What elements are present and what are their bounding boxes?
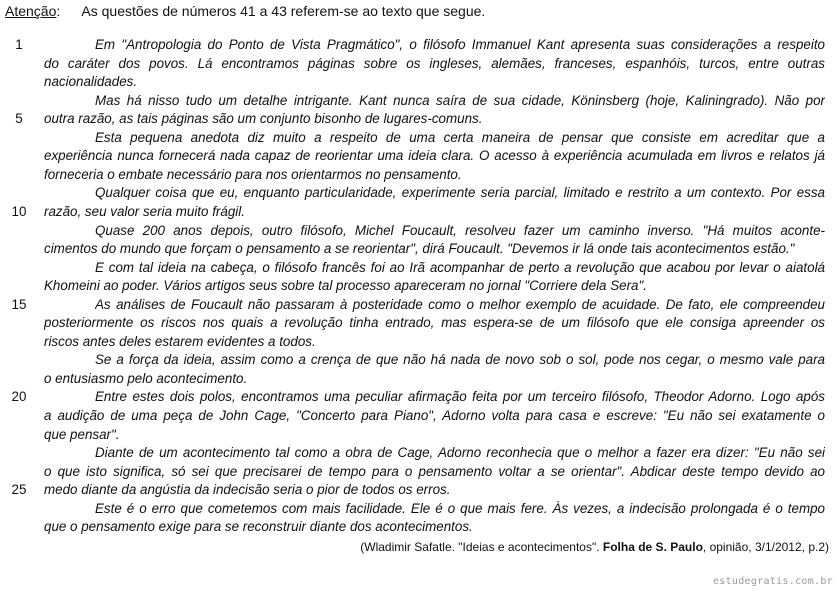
line-text: medo diante da angústia da indecisão seria o pior de todos os erros. (44, 482, 451, 498)
line-text: As análises de Foucault não passaram à posteridade como o melhor exemplo de acuidade. De fato, ele compreendeu (95, 296, 825, 312)
text-line (0, 315, 837, 333)
text-line (0, 167, 837, 185)
line-text: cimentos do mundo que forçam o pensamento a se reorientar", dirá Foucault. "Devemos ir lá onde tais acontecimentos estão." (44, 241, 795, 257)
line-number: 15 (11, 296, 27, 312)
line-text: forneceria o embate necessário para nos orientarmos no pensamento. (44, 166, 462, 182)
text-line (0, 334, 837, 352)
line-text: riscos antes deles estarem evidentes a todos. (44, 333, 316, 349)
text-line (0, 464, 837, 482)
text-line (0, 427, 837, 445)
text-line (0, 148, 837, 166)
line-text: Mas há nisso tudo um detalhe intrigante. Kant nunca saíra de sua cidade, Köninsberg (hoje, Kaliningrado). Não por (95, 92, 825, 108)
line-text: Qualquer coisa que eu, enquanto particularidade, experimente seria parcial, limitado e restrito a um contexto. Por essa (95, 185, 825, 201)
source-publication: Folha de S. Paulo (602, 540, 703, 554)
attention-header: Atenção: As questões de números 41 a 43 referem-se ao texto que segue. (5, 3, 486, 19)
line-text: posteriormente os riscos nos quais a revolução tinha entrado, mas espera-se de um filósofo que ele consiga apreender os (44, 315, 825, 331)
line-text: do caráter dos povos. Lá encontramos páginas sobre os ingleses, alemães, franceses, espanhóis, turcos, entre outras (44, 55, 825, 71)
line-text: Este é o erro que cometemos com mais facilidade. Ele é o que mais fere. Às vezes, a indecisão prolongada é o tempo (95, 500, 825, 516)
line-text: Em "Antropologia do Ponto de Vista Pragmático", o filósofo Immanuel Kant apresenta suas considerações a respeito (95, 37, 825, 52)
line-number: 10 (11, 203, 27, 219)
watermark: estudegratis.com.br (712, 576, 833, 587)
line-text: Entre estes dois polos, encontramos uma peculiar afirmação feita por um terceiro filósofo, Theodor Adorno. Logo após (95, 389, 825, 405)
attention-text: As questões de números 41 a 43 referem-se ao texto que segue. (81, 3, 486, 19)
text-line (0, 56, 837, 74)
line-text: outra razão, as tais páginas são um conjunto bisonho de lugares-comuns. (44, 111, 483, 127)
line-text: Quase 200 anos depois, outro filósofo, Michel Foucault, resolveu fazer um caminho inverso. "Há muitos aconte- (95, 222, 825, 238)
line-text: nacionalidades. (44, 74, 138, 90)
text-line (0, 74, 837, 92)
line-text: Khomeini ao poder. Vários artigos seus sobre tal processo apareceram no jornal "Corriere dela Sera". (44, 278, 647, 294)
line-number: 25 (11, 482, 27, 498)
text-line (0, 130, 837, 148)
text-line (0, 37, 837, 55)
text-line (0, 501, 837, 519)
line-number: 1 (15, 37, 23, 52)
line-text: Esta pequena anedota diz muito a respeito de uma certa maneira de pensar que consiste em acreditar que a (95, 129, 825, 145)
line-text: E com tal ideia na cabeça, o filósofo francês foi ao Irã acompanhar de perto a revolução que acabou por levar o aiatolá (95, 259, 825, 275)
text-line (0, 445, 837, 463)
text-line (0, 408, 837, 426)
text-line (0, 389, 837, 407)
line-text: que o pensamento exige para se reconstruir diante dos acontecimentos. (44, 519, 473, 535)
text-line (0, 241, 837, 259)
source-prefix: (Wladimir Safatle. "Ideias e acontecimentos". (360, 540, 603, 554)
source-suffix: , opinião, 3/1/2012, p.2) (702, 540, 829, 554)
line-number: 5 (15, 111, 23, 127)
text-line (0, 352, 837, 370)
text-line (0, 111, 837, 129)
text-line (0, 93, 837, 111)
line-text: Diante de um acontecimento tal como a obra de Cage, Adorno reconhecia que o melhor a fazer era dizer: "Eu não sei (95, 445, 825, 461)
line-text: que pensar". (44, 426, 120, 442)
line-number: 20 (11, 389, 27, 405)
text-line (0, 482, 837, 500)
text-line (0, 185, 837, 203)
text-line (0, 223, 837, 241)
line-text: Se a força da ideia, assim como a crença de que não há nada de novo sob o sol, pode nos cegar, o mesmo vale para (95, 352, 825, 368)
line-text: a audição de uma peça de John Cage, "Concerto para Piano", Adorno volta para casa e escreve: "Eu não sei exatamente o (44, 408, 825, 423)
text-line (0, 260, 837, 278)
source-citation (360, 540, 829, 554)
line-text: experiência nunca fornecerá nada capaz de reorientar uma ideia clara. O acesso à experiência acumulada em livros e relatos já (44, 148, 825, 164)
line-text: o que isto significa, só sei que precisarei de tempo para o pensamento voltar a se orientar". Abdicar deste tempo devido ao (44, 463, 825, 479)
text-line (0, 371, 837, 389)
line-text: razão, seu valor seria muito frágil. (44, 203, 245, 219)
text-line (0, 278, 837, 296)
line-text: o entusiasmo pelo acontecimento. (44, 370, 248, 386)
text-line (0, 204, 837, 222)
text-line (0, 297, 837, 315)
attention-label: Atenção (5, 3, 57, 19)
text-line (0, 519, 837, 537)
